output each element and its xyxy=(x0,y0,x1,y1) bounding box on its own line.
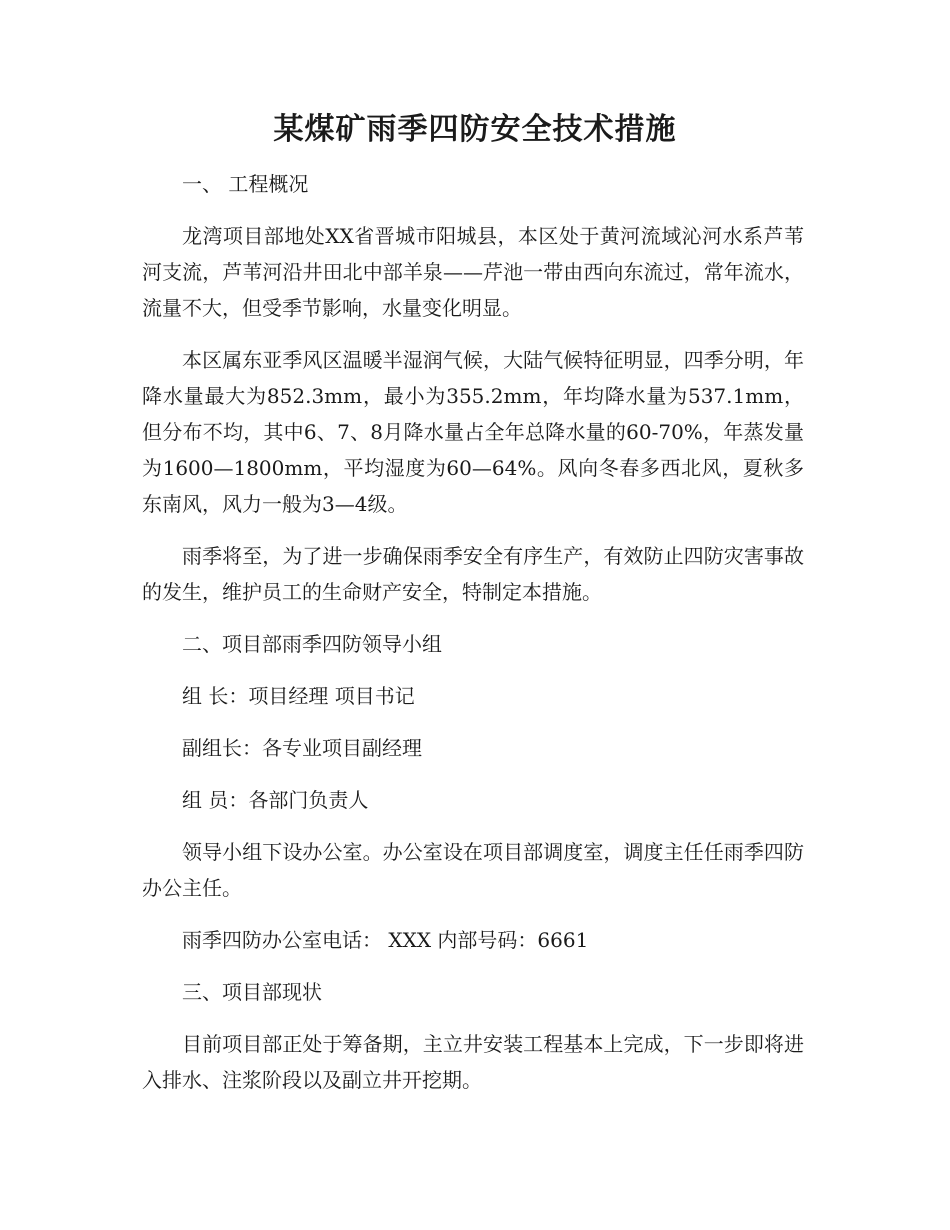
paragraph-status: 目前项目部正处于筹备期，主立井安装工程基本上完成，下一步即将进入排水、注浆阶段以及副立井开挖期。 xyxy=(142,1032,804,1092)
leader-line: 组 长：项目经理 项目书记 xyxy=(182,684,415,708)
section-heading-overview: 一、 工程概况 xyxy=(182,172,309,196)
member-line: 组 员：各部门负责人 xyxy=(182,788,369,812)
document-title: 某煤矿雨季四防安全技术措施 xyxy=(273,112,677,147)
deputy-leader-line: 副组长：各专业项目副经理 xyxy=(182,736,422,760)
paragraph-climate: 本区属东亚季风区温暖半湿润气候，大陆气候特征明显，四季分明，年降水量最大为852.3mm，最小为355.2mm，年均降水量为537.1mm，但分布不均，其中6、7、8月降水量占全年总降水量的60-70%，年蒸发量为1600—1800mm，平均湿度为60—64%。风向冬春多西北风，夏秋多东南风，风力一般为3—4级。 xyxy=(142,348,804,516)
section-heading-status: 三、项目部现状 xyxy=(182,980,322,1004)
paragraph-location: 龙湾项目部地处XX省晋城市阳城县，本区处于黄河流域沁河水系芦苇河支流，芦苇河沿井田北中部羊泉——芹池一带由西向东流过，常年流水，流量不大，但受季节影响，水量变化明显。 xyxy=(142,224,804,320)
office-phone-line: 雨季四防办公室电话： XXX 内部号码：6661 xyxy=(182,928,589,952)
section-heading-leadership: 二、项目部雨季四防领导小组 xyxy=(182,632,442,656)
paragraph-purpose: 雨季将至，为了进一步确保雨季安全有序生产，有效防止四防灾害事故的发生，维护员工的生命财产安全，特制定本措施。 xyxy=(142,544,804,604)
document-body xyxy=(142,166,804,1114)
paragraph-office: 领导小组下设办公室。办公室设在项目部调度室，调度主任任雨季四防办公主任。 xyxy=(142,840,804,900)
